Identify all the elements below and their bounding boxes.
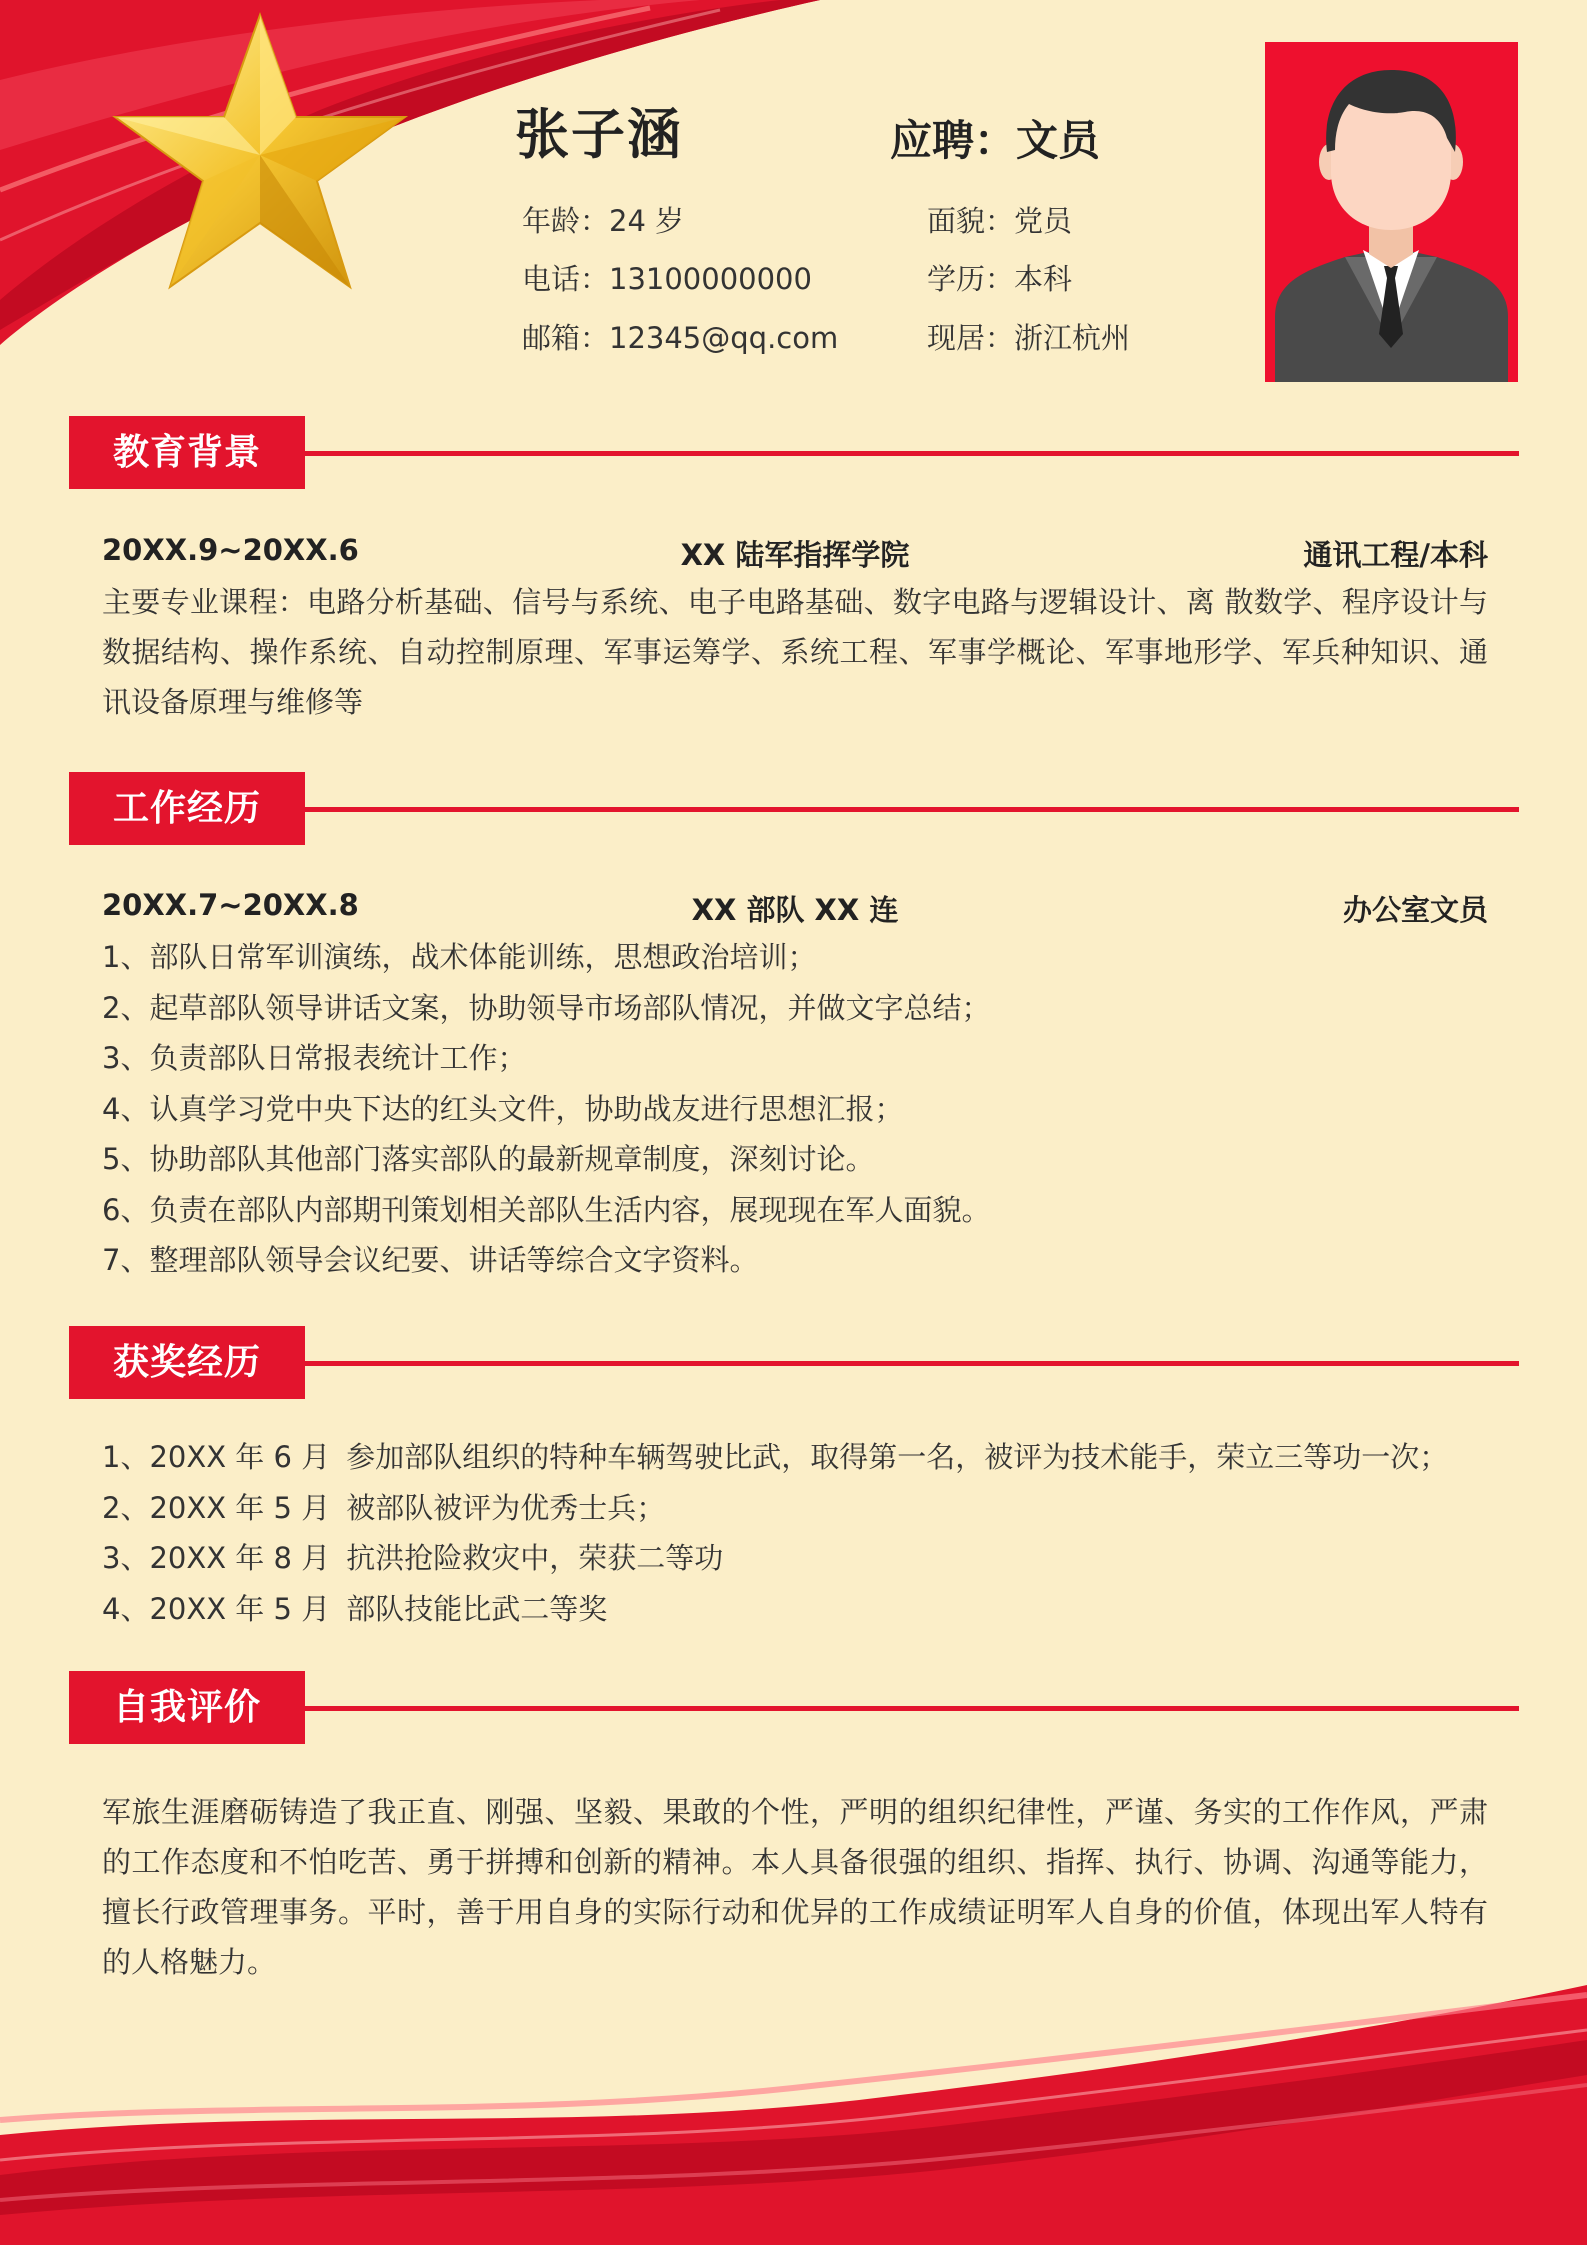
education-period: 20XX.9~20XX.6 bbox=[102, 533, 359, 567]
man-in-suit-avatar-icon bbox=[1265, 42, 1518, 382]
work-period: 20XX.7~20XX.8 bbox=[102, 888, 359, 922]
gold-star-icon bbox=[100, 5, 420, 305]
list-item: 7、整理部队领导会议纪要、讲话等综合文字资料。 bbox=[102, 1243, 759, 1277]
education-courses: 主要专业课程：电路分析基础、信号与系统、电子电路基础、数字电路与逻辑设计、离 散数学、程序设计与数据结构、操作系统、自动控制原理、军事运筹学、系统工程、军事学概论、军事地形学、军兵种知识、通讯设备原理与维修等 bbox=[102, 585, 1488, 719]
list-item: 3、负责部队日常报表统计工作； bbox=[102, 1041, 527, 1075]
residence-info: 现居：浙江杭州 bbox=[927, 321, 1131, 355]
list-item bbox=[102, 1483, 1502, 1534]
self-evaluation-section-title: 自我评价 bbox=[69, 1671, 305, 1744]
education-section-header bbox=[69, 416, 1519, 489]
work-duties-list bbox=[102, 932, 1502, 1286]
award-date: 3、20XX 年 8 月 bbox=[102, 1541, 331, 1575]
list-item: 4、认真学习党中央下达的红头文件，协助战友进行思想汇报； bbox=[102, 1091, 904, 1126]
work-position: 办公室文员 bbox=[1342, 893, 1488, 927]
self-evaluation-text: 军旅生涯磨砺铸造了我正直、刚强、坚毅、果敢的个性，严明的组织纪律性，严谨、务实的工作作风，严肃的工作态度和不怕吃苦、勇于拼搏和创新的精神。本人具备很强的组织、指挥、执行、协调、沟通等能力，擅长行政管理事务。平时，善于用自身的实际行动和优异的工作成绩证明军人自身的价值，体现出军人特有的人格魅力。 bbox=[102, 1795, 1488, 1979]
age-info: 年龄：24 岁 bbox=[522, 204, 685, 238]
list-item: 5、协助部队其他部门落实部队的最新规章制度，深刻讨论。 bbox=[102, 1142, 875, 1176]
awards-list bbox=[102, 1432, 1502, 1634]
email-info: 邮箱：12345@qq.com bbox=[522, 321, 839, 355]
section-divider bbox=[305, 451, 1519, 456]
phone-info: 电话：13100000000 bbox=[522, 262, 812, 296]
education-major: 通讯工程/本科 bbox=[1303, 538, 1488, 572]
list-item bbox=[102, 1432, 1502, 1483]
award-text: 抗洪抢险救灾中，荣获二等功 bbox=[346, 1541, 724, 1575]
awards-section-title: 获奖经历 bbox=[69, 1326, 305, 1399]
award-date: 4、20XX 年 5 月 bbox=[102, 1591, 331, 1626]
list-item: 1、部队日常军训演练，战术体能训练，思想政治培训； bbox=[102, 940, 817, 974]
education-entry-header bbox=[102, 533, 1488, 573]
list-item: 6、负责在部队内部期刊策划相关部队生活内容，展现现在军人面貌。 bbox=[102, 1192, 991, 1227]
section-divider bbox=[305, 1706, 1519, 1711]
award-date: 2、20XX 年 5 月 bbox=[102, 1490, 331, 1525]
self-evaluation-section-header bbox=[69, 1671, 1519, 1744]
work-section-title: 工作经历 bbox=[69, 772, 305, 845]
red-ribbon-bottom bbox=[0, 1985, 1587, 2245]
list-item bbox=[102, 1584, 1502, 1635]
candidate-name: 张子涵 bbox=[515, 103, 683, 166]
profile-photo bbox=[1265, 42, 1518, 382]
list-item: 2、起草部队领导讲话文案，协助领导市场部队情况，并做文字总结； bbox=[102, 990, 991, 1025]
award-text: 部队技能比武二等奖 bbox=[346, 1591, 608, 1626]
political-status-info: 面貌：党员 bbox=[927, 204, 1073, 238]
education-school: XX 陆军指挥学院 bbox=[680, 538, 910, 572]
list-item bbox=[102, 1533, 1502, 1584]
applied-position: 应聘：文员 bbox=[890, 116, 1101, 165]
awards-section-header bbox=[69, 1326, 1519, 1399]
work-unit: XX 部队 XX 连 bbox=[691, 893, 899, 927]
award-text: 参加部队组织的特种车辆驾驶比武，取得第一名，被评为技术能手，荣立三等功一次； bbox=[346, 1440, 1449, 1474]
award-text: 被部队被评为优秀士兵； bbox=[346, 1490, 666, 1525]
education-section-title: 教育背景 bbox=[69, 416, 305, 489]
section-divider bbox=[305, 807, 1519, 812]
work-entry-header bbox=[102, 888, 1488, 928]
award-date: 1、20XX 年 6 月 bbox=[102, 1440, 331, 1474]
work-section-header bbox=[69, 772, 1519, 845]
education-level-info: 学历：本科 bbox=[927, 262, 1073, 296]
section-divider bbox=[305, 1361, 1519, 1366]
